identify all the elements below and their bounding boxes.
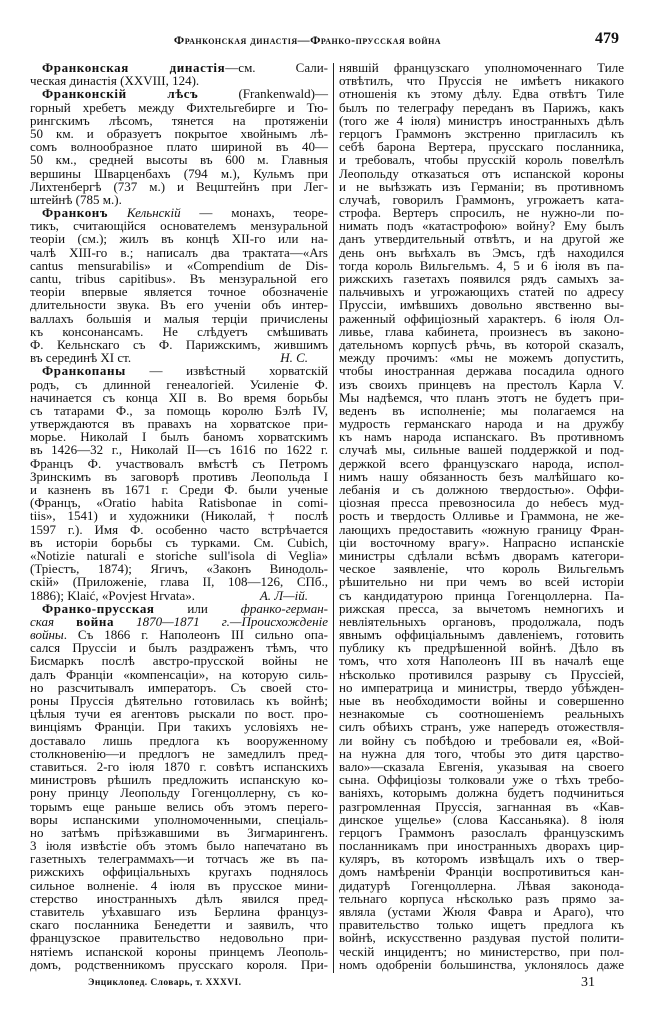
text-line: вало»—сказала Евгенія, указывая на своего xyxy=(339,758,624,774)
italic-text: Кельнскій xyxy=(126,205,181,221)
text-line: горный хребетъ между Фихтельгебирге и Тю- xyxy=(30,99,328,115)
text-line: въ исторіи борьбы съ турками. См. Cubich, xyxy=(30,534,328,550)
text-line: скій» (Приложеніе, глава II, 108—126, СПб., xyxy=(30,574,328,590)
text-line: сался Пруссіи и былъ раздраженъ тѣмъ, что xyxy=(30,640,328,656)
text-line: публику къ предрѣшенной войнѣ. Дѣло въ xyxy=(339,640,624,656)
text-line: силъ обѣихъ странъ, уже напередъ отожествля- xyxy=(339,719,624,735)
text-line: строфа. Вертеръ спросилъ, не нужно-ли по- xyxy=(339,205,624,221)
text-line: рижская пресса, за вычетомъ немногихъ и xyxy=(339,600,624,616)
text-line: (Тріестъ, 1874); Ягичъ, «Законъ Винодоль- xyxy=(30,561,328,577)
text-line: столкновенію—и предлогъ не замедлилъ пред- xyxy=(30,745,328,761)
text-line: динское ущелье» (слова Кассаньяка). 8 іюля xyxy=(339,811,624,827)
text-line: валлахъ большія и малыя терціи причислены xyxy=(30,310,328,326)
italic-text: ская xyxy=(30,613,77,629)
headword: Франконскій лѣсъ xyxy=(42,86,199,102)
text-line: съ кандидатурою принца Гогенцоллерна. Па- xyxy=(339,587,624,603)
text-run: — извѣстный хорватскій xyxy=(125,363,328,379)
text-line: ціозная пресса превозносила до небесъ муд- xyxy=(339,495,624,511)
author-signature: А. Л—iй. xyxy=(259,587,308,603)
text-line: нимъ нашу обязанность безъ малѣйшаго ко- xyxy=(339,468,624,484)
text-line: тогда король Вильгельмъ. 4, 5 и 6 іюля въ па- xyxy=(339,257,624,273)
text-line: правительство только ищетъ предлога къ xyxy=(339,917,624,933)
text-line: держкой всего французскаго народа, испол- xyxy=(339,455,624,471)
italic-text: 1870—1871 г.—Происхожденіе xyxy=(114,613,328,629)
text-line: Францъ Ф. участвовалъ вмѣстѣ съ Петромъ xyxy=(30,455,328,471)
signature-number: 31 xyxy=(581,975,595,990)
text-line: домъ, родственникомъ прусскаго короля. При- xyxy=(30,956,328,972)
text-line: 50 км., средней высоты въ 600 м. Главныя xyxy=(30,152,328,168)
text-line: теоріи впервые является точное обозначеніе xyxy=(30,284,328,300)
text-line: домъ намѣреніи Франціи воспротивиться кан- xyxy=(339,864,624,880)
text-line: случаѣ мы, сильные вашей поддержкой и под- xyxy=(339,442,624,458)
text-line: 3 іюля извѣстіе объ этомъ было напечатано въ xyxy=(30,838,328,854)
text-line: Леопольду отказаться отъ испанской короны xyxy=(339,165,624,181)
column-divider xyxy=(333,63,334,973)
text-line: но затѣмъ пріѣзжавшими въ Зигмарингенъ. xyxy=(30,824,328,840)
text-line: утверждаются въ правахъ на хорватское при- xyxy=(30,416,328,432)
text-line: герцогъ Граммонъ экстренно пригласилъ къ xyxy=(339,125,624,141)
text-line: и не выѣзжать изъ Германіи; въ противномъ xyxy=(339,178,624,194)
text-line: нявшій французскаго уполномоченнаго Тиле xyxy=(339,60,624,75)
text-line: невліятельныхъ органовъ, продолжала, подъ xyxy=(339,613,624,629)
headword: Франконская династія xyxy=(42,60,226,75)
text-line: рость и твердость Олливье и Граммона, не же- xyxy=(339,508,624,524)
text-run: въ серединѣ XI ст. xyxy=(30,350,132,366)
page-header xyxy=(30,30,625,53)
text-run: —см. Сали- xyxy=(225,60,329,75)
text-line: далъ Франціи «компенсаціи», на которую силь- xyxy=(30,666,328,682)
text-line: тельнаго корпуса нѣсколько разъ прямо за- xyxy=(339,890,624,906)
text-line: отношенія къ этому дѣлу. Едва отвѣтъ Тиле xyxy=(339,86,624,102)
text-line: нятіемъ испанской короны принцемъ Леополь- xyxy=(30,943,328,959)
italic-text: войны xyxy=(30,627,64,643)
text-line: съ татарами Ф., за помощь королю Бэлѣ IV, xyxy=(30,402,328,418)
text-line: чалѣ XIII-го в.; написалъ два трактата—«Ars xyxy=(30,244,328,260)
page-number: 479 xyxy=(595,30,619,47)
text-line: данъ утвердительный отвѣтъ, и на другой же xyxy=(339,231,624,247)
text-line: длительности звука. Въ его ученіи объ интер- xyxy=(30,297,328,313)
text-run: (Frankenwald)— xyxy=(198,86,328,102)
text-line: морье. Николай I былъ баномъ хорватскимъ xyxy=(30,429,328,445)
text-line: рону принцу Леопольду Гогенцоллерну, съ ко- xyxy=(30,785,328,801)
italic-text: франко-герман- xyxy=(240,600,328,616)
footer-source: Энциклопед. Словарь, т. XXXVI. xyxy=(88,978,242,988)
text-line: посланникамъ при иностранныхъ дворахъ цир- xyxy=(339,838,624,854)
text-line: французское правительство недовольно при- xyxy=(30,930,328,946)
text-line: раженный оффиціозный характеръ. 6 іюля Ол- xyxy=(339,310,624,326)
text-line: tiis», 1541) и художники (Николай, † послѣ xyxy=(30,508,328,524)
text-run: 1886); Klaić, «Povjest Hrvata». xyxy=(30,587,195,603)
text-line: нѣсколько противился разрыву съ Пруссіей, xyxy=(339,666,624,682)
text-line xyxy=(30,87,328,100)
text-line: но императрица и министры, твердо убѣжден- xyxy=(339,679,624,695)
text-line: теоріи (см.); жилъ въ концѣ XII-го или на- xyxy=(30,231,328,247)
headword: Франко-прусская xyxy=(42,600,155,616)
text-line: Ф. Кельнскаго съ Ф. Парижскимъ, жившимъ xyxy=(30,336,328,352)
text-line: пальчивыхъ и угрожающихъ статей по адресу xyxy=(339,284,624,300)
text-line: рижскихъ газетахъ появился рядъ самыхъ за- xyxy=(339,271,624,286)
text-run: или xyxy=(154,600,241,616)
text-line: себѣ барона Вертера, прусскаго посланника, xyxy=(339,139,624,155)
text-line: рѣшительно ни при чемъ во всей исторіи xyxy=(339,574,624,590)
text-line: ваніяхъ, которымъ должна будетъ подчиниться xyxy=(339,785,624,801)
text-line: воры испанскими уполномоченными, спеціаль- xyxy=(30,811,328,827)
text-line: сильное волненіе. 4 іюля въ прусское мини- xyxy=(30,877,328,893)
text-line: номъ одобреніи большинства, уклонялось даже xyxy=(339,956,624,972)
text-run: — монахъ, теоре- xyxy=(180,205,329,221)
text-line: ные въ необходимости войны и совершенно xyxy=(339,693,624,708)
text-line: (Францъ, «Oratio habita Ratisbonae in comi- xyxy=(30,495,328,511)
text-line: Мы надѣемся, что планъ этотъ не будетъ при- xyxy=(339,389,624,405)
text-line: тикъ, считающійся основателемъ мензуральной xyxy=(30,218,328,234)
text-line: между прочимъ: «мы не можемъ допустить, xyxy=(339,350,624,366)
text-line: отвѣтилъ, что Пруссія не имѣетъ никакого xyxy=(339,73,624,89)
text-line xyxy=(30,364,328,377)
text-line: ливье, глава кабинета, произнесъ въ законо- xyxy=(339,323,624,339)
text-line: веденъ въ исполненіе; мы полагаемся на xyxy=(339,402,624,418)
text-line: вершины Шварценбахъ (794 м.), Кульмъ при xyxy=(30,165,328,181)
text-line: cantu, tribus capitibus». Въ мензуральной его xyxy=(30,271,328,286)
text-line: но разсчитывалъ императоръ. Съ своей сто- xyxy=(30,679,328,695)
text-line: ли войну съ побѣдою и требовали ея, «Вой- xyxy=(339,732,624,748)
headword: война xyxy=(76,613,115,629)
text-line: незнакомые съ соотношеніемъ реальныхъ xyxy=(339,706,624,722)
text-line: дательномъ корпусѣ рѣчь, въ которой сказалъ, xyxy=(339,336,624,352)
text-line: дидатурѣ Гогенцоллерна. Лѣвая законода- xyxy=(339,877,624,893)
text-line: 50 км. и образуетъ покрытое хвойнымъ лѣ- xyxy=(30,125,328,141)
text-line: «Notizie naturali e storiche sull'isola di Veglia» xyxy=(30,547,328,563)
text-line: на нужна для того, чтобы это дитя царство- xyxy=(339,745,624,761)
text-line: чтобы иностранная держава посадила одного xyxy=(339,363,624,379)
text-line: винціямъ Франціи. При такихъ условіяхъ не- xyxy=(30,719,328,735)
text-line: 1597 г.). Имя Ф. особенно часто встрѣчается xyxy=(30,521,328,537)
text-line: былъ по телеграфу переданъ въ Парижъ, какъ xyxy=(339,99,624,115)
text-line: газетныхъ телеграммахъ—и тотчасъ же въ па- xyxy=(30,851,328,867)
text-line: изъ своихъ принцевъ на престолъ Карла V. xyxy=(339,376,624,392)
text-line: министровъ рѣшилъ предложить испанскую ко- xyxy=(30,772,328,788)
text-line: куляръ, въ которомъ извѣщалъ ихъ о твер- xyxy=(339,851,624,867)
text-line: Бисмаркъ послѣ австро-прусской войны не xyxy=(30,653,328,669)
text-line: Зринскимъ въ заговорѣ противъ Леопольда I xyxy=(30,468,328,484)
text-line: явнымъ оффиціальнымъ давленіемъ, готовить xyxy=(339,627,624,643)
text-line: въ 1426—32 г., Николай II—съ 1616 по 1622 г. xyxy=(30,442,328,458)
text-line: и казненъ въ 1671 г. Среди Ф. были ученые xyxy=(30,482,328,497)
text-line: Лихтенбергѣ (737 м.) и Вецштейнъ при Лег- xyxy=(30,178,328,194)
text-line: (того же 4 іюля) министръ иностранныхъ дѣлъ xyxy=(339,112,624,128)
text-line: рингскимъ лѣсомъ, тянется на протяженіи xyxy=(30,112,328,128)
text-run: ческая династія (XXVIII, 124). xyxy=(30,73,200,89)
text-line: министры сдѣлали всѣмъ дворамъ категори- xyxy=(339,547,624,563)
text-line: лающихъ предоставить «южную границу Фран- xyxy=(339,521,624,537)
text-line: лебанія и съ должною твердостью». Оффи- xyxy=(339,482,624,497)
text-line: и требовалъ, чтобы прусскій король повелѣлъ xyxy=(339,152,624,168)
text-run: . Съ 1866 г. Наполеонъ III сильно опа- xyxy=(63,627,328,643)
author-signature: Н. С. xyxy=(280,350,308,366)
text-run: штейнѣ (785 м.). xyxy=(30,191,122,207)
text-line: случаѣ, говорилъ Граммонъ, угрожаетъ ката- xyxy=(339,191,624,207)
text-line: день онъ выѣхалъ въ Эмсъ, гдѣ находился xyxy=(339,244,624,260)
text-line: ческій инцидентъ; но министерство, при пол- xyxy=(339,943,624,959)
text-line: къ консонансамъ. Не слѣдуетъ смѣшивать xyxy=(30,323,328,339)
text-line: герцогъ Граммонъ разослалъ французскимъ xyxy=(339,824,624,840)
text-line: къ намъ народа испанскаго. Въ противномъ xyxy=(339,429,624,445)
text-line: стерство иностранныхъ дѣлъ явился пред- xyxy=(30,890,328,906)
text-line: цѣлыя тучи ея агентовъ рыскали по вост. про- xyxy=(30,706,328,722)
text-line: скаго посланника Бенедетти и заявилъ, что xyxy=(30,917,328,933)
left-column xyxy=(30,61,328,971)
text-line: ціи восточному врагу». Напрасно испанскіе xyxy=(339,534,624,550)
text-line: ставитель уѣхавшаго изъ Берлина француз- xyxy=(30,904,328,919)
text-line: начинается съ конца XII в. Во время борьбы xyxy=(30,389,328,405)
text-line: томъ, что хотя Наполеонъ III въ началѣ еще xyxy=(339,653,624,669)
text-line: роны Пруссія дѣятельно готовилась къ войнѣ; xyxy=(30,693,328,708)
text-line: торымъ еще раньше велись объ этомъ перего- xyxy=(30,798,328,814)
text-line: родъ, съ длинной генеалогіей. Усиленіе Ф. xyxy=(30,376,328,392)
running-title: Франконская династія—Франко-прусская война xyxy=(173,33,442,47)
text-line: сына. Оффиціозы толковали уже о тѣхъ требо- xyxy=(339,772,624,788)
text-line: разгромленная Пруссія, загнанная въ «Кав- xyxy=(339,798,624,814)
headword: Франконъ xyxy=(42,205,109,221)
headword: Франкопаны xyxy=(42,363,126,379)
text-line: ческое заявленіе, что король Вильгельмъ xyxy=(339,561,624,577)
text-line: Пруссіи, имѣвшихъ довольно явственно вы- xyxy=(339,297,624,313)
text-line: рижскихъ оффиціальныхъ кругахъ поднялось xyxy=(30,864,328,880)
right-column xyxy=(339,61,624,971)
text-line: войнѣ, искусственно раздувая пустой полити- xyxy=(339,930,624,946)
text-line: мудрость германскаго народа и на дружбу xyxy=(339,416,624,432)
text-line: сомъ волнообразное плато шириной въ 40— xyxy=(30,139,328,155)
text-line: доставало лишь предлога къ вооруженному xyxy=(30,732,328,748)
text-line: являла (устами Жюля Фавра и Араго), что xyxy=(339,904,624,919)
text-line: нимать подъ «катастрофою» войну? Ему былъ xyxy=(339,218,624,234)
text-line: cantus mensurabilis» и «Compendium de Dis- xyxy=(30,257,328,273)
page-footer xyxy=(30,975,625,995)
text-line: ставиться. 2-го іюля 1870 г. совѣтъ испанскихъ xyxy=(30,758,328,774)
